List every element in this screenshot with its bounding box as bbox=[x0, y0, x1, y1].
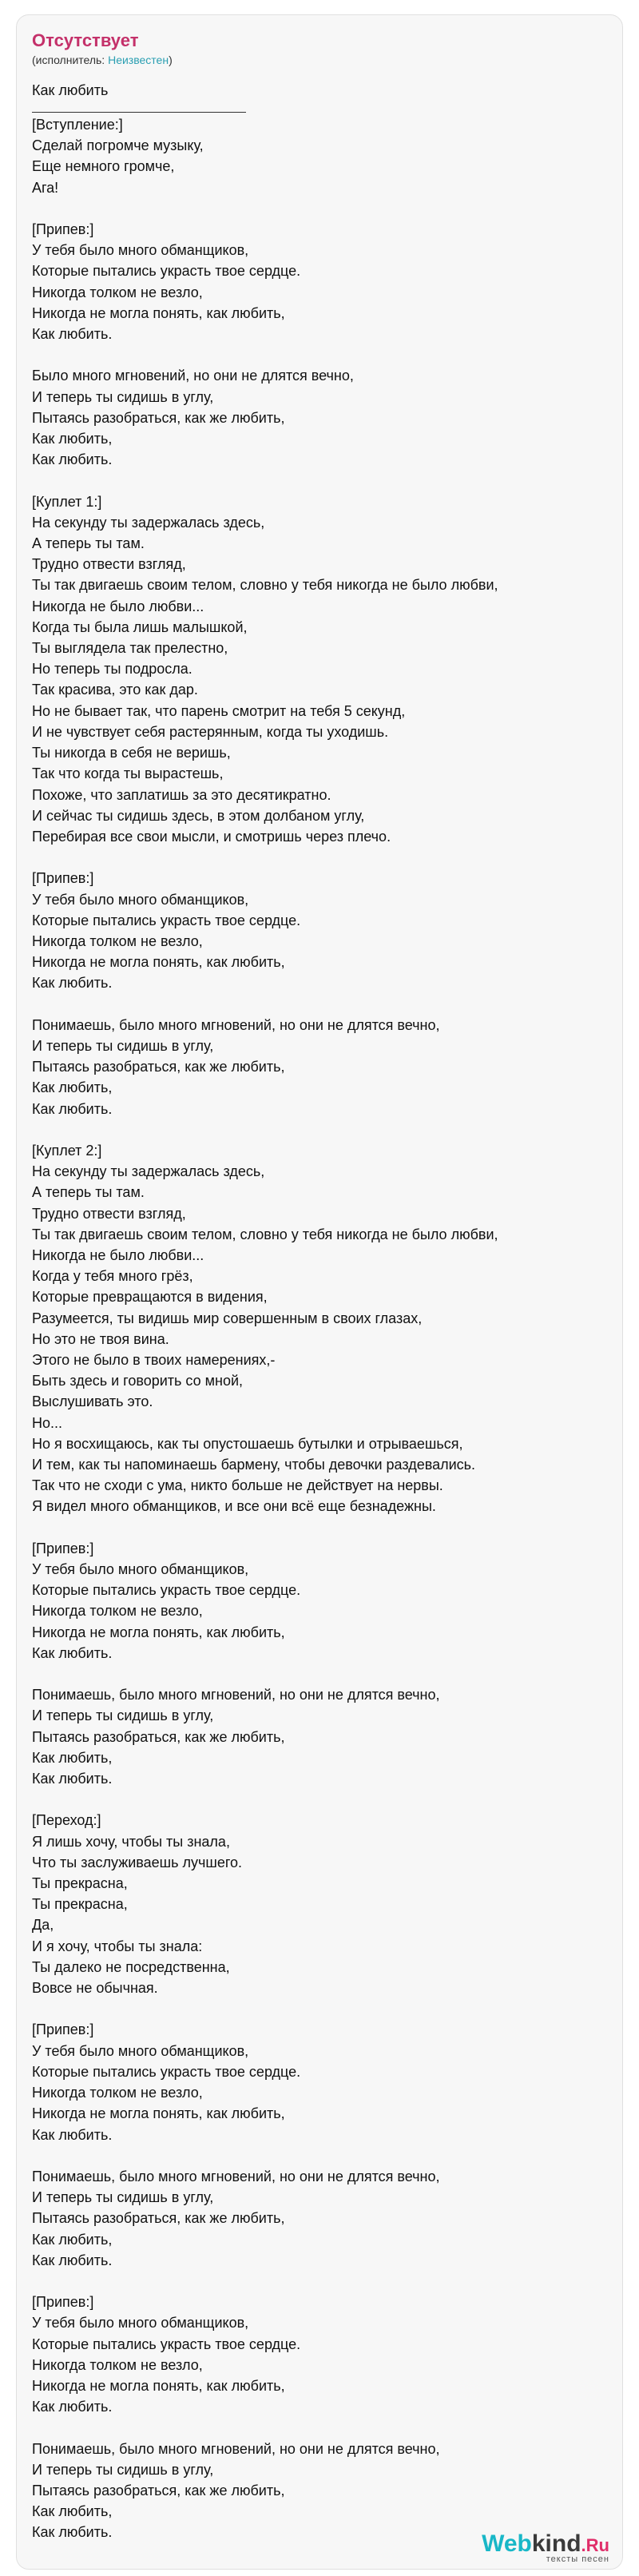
page-title: Отсутствует bbox=[32, 30, 139, 50]
byline-prefix: (исполнитель: bbox=[32, 54, 109, 66]
performer-line bbox=[32, 53, 607, 67]
title-divider bbox=[32, 112, 246, 113]
song-title: Как любить bbox=[32, 82, 109, 98]
logo-tagline: тексты песен bbox=[546, 2554, 609, 2564]
lyrics-text: [Вступление:] Сделай погромче музыку, Еще немного громче, Ага! [Припев:] У тебя было много обманщиков, Которые пытались украсть твое сердце. Никогда толком не везло, Никогда не могла понять, как любить, Как любить. Было много мгновений, но они не длятся вечно, И теперь ты сидишь в углу, Пытаясь разобраться, как же любить, Как любить, Как любить. [Куплет 1:] На секунду ты задержалась здесь, А теперь ты там. Трудно отвести взгляд, Ты так двигаешь своим телом, словно у тебя никогда не было любви, Никогда не было любви... Когда ты была лишь малышкой, Ты выглядела так прелестно, Но теперь ты подросла. Так красива, это как дар. Но не бывает так, что парень смотрит на тебя 5 секунд, И не чувствует себя растерянным, когда ты уходишь. Ты никогда в себя не веришь, Так что когда ты вырастешь, Похоже, что заплатишь за это десятикратно. И сейчас ты сидишь здесь, в этом долбаном углу, Перебирая все свои мысли, и смотришь через плечо. [Припев:] У тебя было много обманщиков, Которые пытались украсть твое сердце. Никогда толком не везло, Никогда не могла понять, как любить, Как любить. Понимаешь, было много мгновений, но они не длятся вечно, И теперь ты сидишь в углу, Пытаясь разобраться, как же любить, Как любить, Как любить. [Куплет 2:] На секунду ты задержалась здесь, А теперь ты там. Трудно отвести взгляд, Ты так двигаешь своим телом, словно у тебя никогда не было любви, Никогда не было любви... Когда у тебя много грёз, Которые превращаются в видения, Разумеется, ты видишь мир совершенным в своих глазах, Но это не твоя вина. Этого не было в твоих намерениях,- Быть здесь и говорить со мной, Выслушивать это. Но... Но я восхищаюсь, как ты опустошаешь бутылки и отрываешься, И тем, как ты напоминаешь бармену, чтобы девочки раздевались. Так что не сходи с ума, никто больше не действует на нервы. Я видел много обманщиков, и все они всё еще безнадежны. [Припев:] У тебя было много обманщиков, Которые пытались украсть твое сердце. Никогда толком не везло, Никогда не могла понять, как любить, Как любить. Понимаешь, было много мгновений, но они не длятся вечно, И теперь ты сидишь в углу, Пытаясь разобраться, как же любить, Как любить, Как любить. [Переход:] Я лишь хочу, чтобы ты знала, Что ты заслуживаешь лучшего. Ты прекрасна, Ты прекрасна, Да, И я хочу, чтобы ты знала: Ты далеко не посредственна, Вовсе не обычная. [Припев:] У тебя было много обманщиков, Которые пытались украсть твое сердце. Никогда толком не везло, Никогда не могла понять, как любить, Как любить. Понимаешь, было много мгновений, но они не длятся вечно, И теперь ты сидишь в углу, Пытаясь разобраться, как же любить, Как любить, Как любить. [Припев:] У тебя было много обманщиков, Которые пытались украсть твое сердце. Никогда толком не везло, Никогда не могла понять, как любить, Как любить. Понимаешь, было много мгновений, но они не длятся вечно, И теперь ты сидишь в углу, Пытаясь разобраться, как же любить, Как любить, Как любить. bbox=[32, 117, 498, 2541]
logo-wordmark: Webkind.Ru bbox=[482, 2530, 609, 2557]
byline-suffix: ) bbox=[169, 54, 173, 66]
artist-link[interactable]: Неизвестен bbox=[108, 54, 169, 66]
lyrics-content bbox=[32, 29, 607, 2543]
